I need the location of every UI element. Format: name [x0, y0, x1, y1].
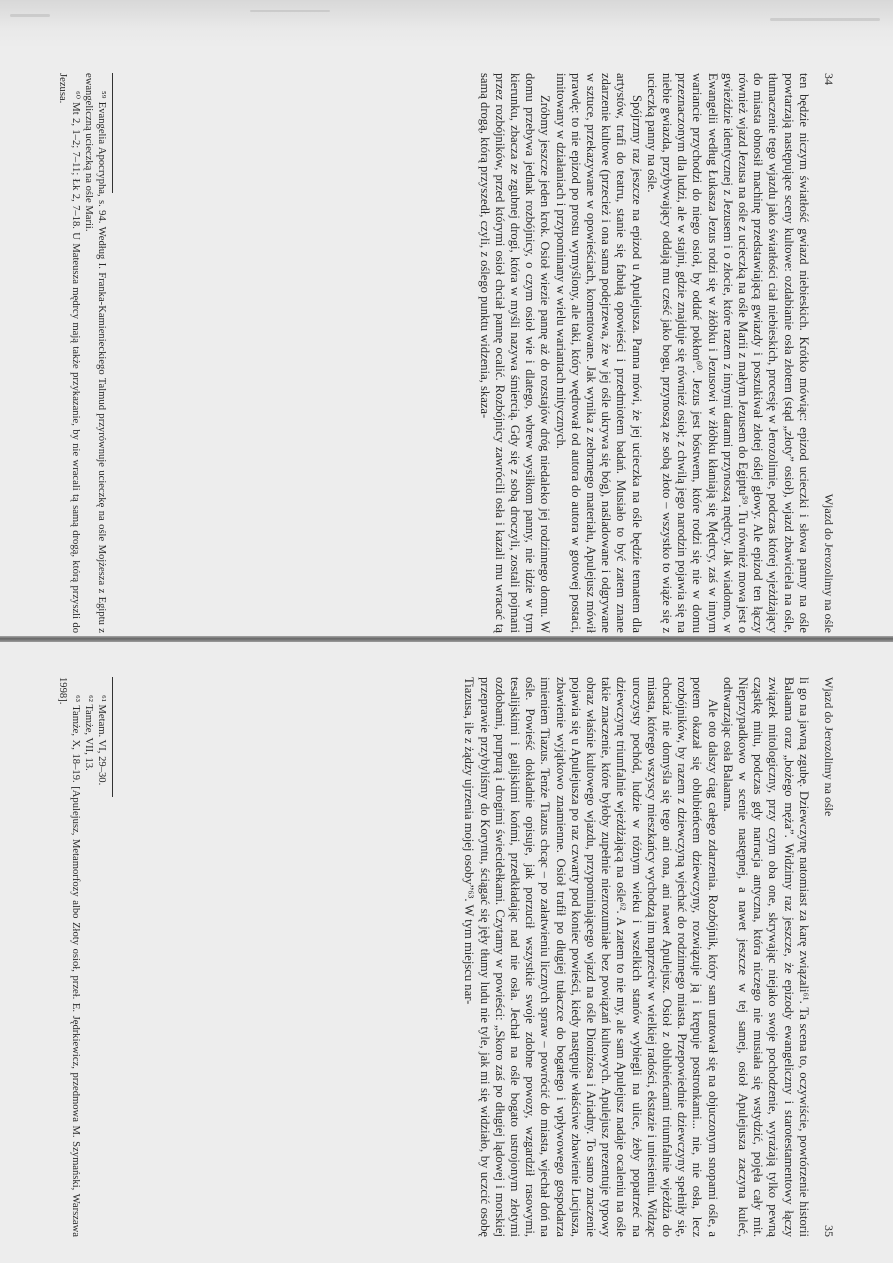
book-gutter — [0, 636, 893, 642]
footnote: ⁶² Tamże, VII, 13. — [83, 695, 94, 771]
page-34-header — [821, 73, 836, 633]
footnote: ⁶¹ Metam. VI, 29–30. — [96, 695, 107, 786]
scan-mark — [250, 10, 330, 12]
footnote: ⁶³ Tamże, X, 18–19. [Apulejusz, Metamorfozy albo Złoty osioł, przeł. E. Jędrkiewicz, przedmowa M. Szymański, Warszawa 1998]. — [57, 677, 81, 1237]
scan-mark — [10, 14, 50, 17]
page-34-region — [0, 58, 893, 648]
page-35-header — [821, 677, 836, 1237]
scan-edge-shadow — [0, 0, 893, 48]
footnote: ⁶⁰ Mt 2, 1–2; 7–11; Łk 2, 7–18. U Mateusza mędrcy mają także przykazanie, by nie wracali tą samą drogą, którą przyszli do Jezusa. — [57, 73, 81, 633]
paragraph: Spójrzmy raz jeszcze na epizod u Apulejusza. Panna mówi, że jej ucieczka na ośle będzie tematem dla artystów, trafi do teatru, stanie się fabułą opowieści i przedmiotem badań. Musiało to być zatem znane zdarzenie kultowe (przecież i ona sama podejrzewa, że w jej ośle ukrywa się bóg), naśladowane i odgrywane w sztuce, przekazywane w opowieściach, komentowane. Jak wynika z zebranego materiału, Apulejusz mówił prawdę: to nie epizod po prostu wymyślony, ale taki, który wędrował od autora do autora w gotowej postaci, imitowany w działaniach i przypominany w wielu wariantach mitycznych. — [553, 73, 644, 633]
paragraph: ten będzie niczym światłość gwiazd niebieskich. Krótko mówiąc: epizod ucieczki i słowa panny na ośle powtarzają następujące sceny kultowe: ozdabianie osła złotem (stąd „złoty” osioł), wjazd zbawiciela na ośle, tłumaczenie tego wjazdu jako światłości ciał niebieskich, procesję w Jerozolimie, podczas której wjeżdżający do miasta obnosił machinę przedstawiającą gwiazdy i poszukiwał złotej oślej głowy. Ale epizod ten łączy również wjazd Jezusa na ośle z ucieczką na ośle Marii z małym Jezusem do Egiptu⁵⁹. Tu również mowa jest o gwieździe identycznej z Jezusem i o złocie, które razem z innymi darami przynoszą mędrcy. Jak wiadomo, w Ewangelii według Łukasza Jezus rodzi się w żłóbku i Jezusowi w żłóbku kłaniają się Mędrcy, zaś w innym wariancie przychodzi do niego osioł, by oddać pokłon⁶⁰. Jezus jest bóstwem, które rodzi się nie w domu przeznaczonym dla ludzi, ale w stajni, gdzie znajduje się również osioł; z chwilą jego narodzin pojawia się na niebie gwiazda, przybywający oddają mu cześć jako bogu, przynoszą ze sobą złoto – wszystko to wiąże się z ucieczką panny na ośle. — [644, 73, 811, 633]
running-head: Wjazd do Jerozolimy na ośle — [822, 493, 836, 633]
footnote-rule — [112, 677, 113, 797]
scan-mark — [770, 18, 880, 21]
running-head: Wjazd do Jerozolimy na ośle — [822, 677, 836, 817]
page-34 — [56, 73, 836, 633]
footnote-rule — [112, 73, 113, 193]
footnotes — [56, 677, 113, 1237]
footnote: ⁵⁹ Evangelia Apocrypha, s. 94. Według I. Franka-Kamienieckiego Talmud przyrównuje ucieczkę na ośle Mojżesza z Egiptu z ewangeliczną ucieczką na ośle Marii. — [83, 73, 107, 633]
paragraph: li go na jawną zgubę. Dziewczynę natomiast za karę związali⁶¹. Ta scena to, oczywiście, powtórzenie historii Balaama oraz „bożego męża”. Widzimy raz jeszcze, że epizody ewangeliczny i starotestamentowy łączy związek mitologiczny, przy czym oba one, skrywając niejako swoje pochodzenie, wyrażają tylko pewną cząstkę mitu, podczas gdy narracja antyczna, która niczego nie musiała się wstydzić, pojęła cały mit. Nieprzypadkowo w scenie następnej, a nawet jeszcze w tej samej, osioł Apulejusza zaczyna kuleć, odtwarzając osła Balaama. — [720, 677, 811, 1237]
page-35 — [56, 677, 836, 1237]
page-number: 34 — [822, 73, 836, 85]
paragraph: Ale oto dalszy ciąg całego zdarzenia. Rozbójnik, który sam uratował się na objuczonym snopami ośle, a potem okazał się oblubieńcem dziewczyny, rozwiązuje ją i krępuje postronkami... nie, nie osła, lecz rozbójników, by razem z dziewczyną wjechać do rodzinnego miasta. Przepowiednie dziewczyny spełniły się, chociaż nie domyśla się tego ani ona, ani nawet Apulejusz. Osioł z oblubieńcami triumfalnie wjeżdża do miasta, którego wszyscy mieszkańcy wychodzą im naprzeciw w wielkiej radości, ekstazie i uniesieniu. Widząc uroczysty pochód, ludzie w różnym wieku i wszelkich stanów wybiegli na ulice, żeby popatrzeć na dziewczynę triumfalnie wjeżdżającą na ośle⁶². A zatem to nie my, ale sam Apulejusz nadaje ocaleniu na ośle takie znaczenie, które byłoby zupełnie niezrozumiałe bez powiązań kultowych. Apulejusz prezentuje typowy obraz właśnie kultowego wjazdu, przypominającego wjazd na ośle Dionizosa i Ariadny. To samo znaczenie pojawia się u Apulejusza po raz czwarty pod koniec powieści, kiedy następuje właściwe zbawienie Lucjusza, zbawienie wyjątkowo znamienne. Osioł trafił po długiej tułaczce do bogatego i wpływowego gospodarza imieniem Tiazus. Tenże Tiazus chcąc – po załatwieniu licznych spraw – powrócić do miasta, wjechał doń na ośle. Powieść dokładnie opisuje, jak porzucił wszystkie swoje zdobne powozy, wzgardził rasowymi, tesalijskimi i galijskimi końmi, przedkładając nad nie osła. Jechał na ośle bogato ustrojonym złotymi ozdobami, purpurą i drogimi świecidełkami. Czytamy w powieści: „Skoro zaś po długiej lądowej i morskiej przeprawie przybyliśmy do Koryntu, ściągać się jęły tłumy ludu nie tyle, jak mi się widziało, by uczcić osobę Tiazusa, ile z żądzy ujrzenia mojej osoby”⁶³. W tym miejscu nar- — [462, 677, 720, 1237]
footnotes — [56, 73, 113, 633]
page-35-region — [0, 662, 893, 1252]
paragraph: Zróbmy jeszcze jeden krok. Osioł wiezie pannę aż do rozstajów dróg niedaleko jej rodzinnego domu. W domu przebywa jednak rozbójnicy, o czym osioł wie i dlatego, wbrew wysiłkom panny, nie idzie w tym kierunku, zbacza ze zgubnej drogi, która w myśli nazywa śmiercią. Gdy się z sobą droczyli, zostali pojmani przez rozbójników, przed którymi osioł chciał pannę ocalić. Rozbójnicy zawrócili osła i kazali mu wracać tą samą drogą, którą przyszedł, czyli, z oślego punktu widzenia, skaza- — [477, 73, 553, 633]
page-number: 35 — [822, 1225, 836, 1237]
